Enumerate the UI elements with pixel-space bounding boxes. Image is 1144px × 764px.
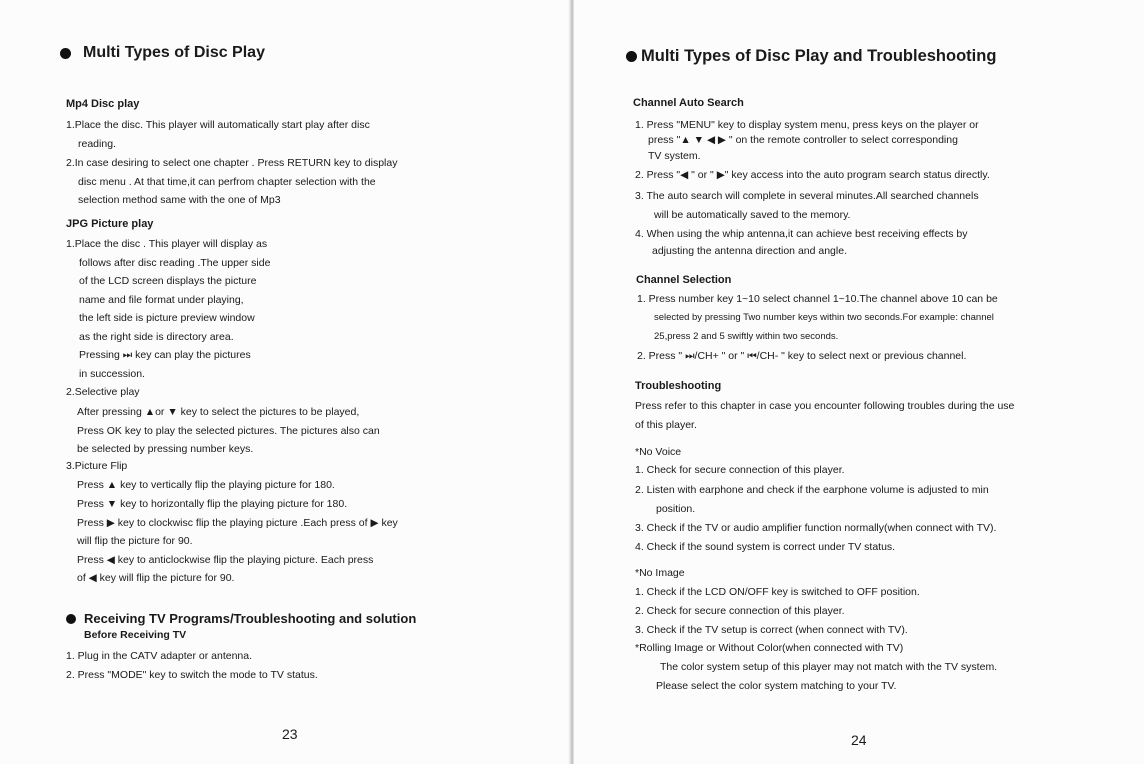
- jpg-line: Press ▶ key to clockwisc flip the playing picture .Each press of ▶ key: [77, 517, 398, 529]
- rolling-image-line: Please select the color system matching to your TV.: [656, 680, 897, 692]
- no-image-line: 2. Check for secure connection of this player.: [635, 605, 845, 617]
- no-voice-line: 4. Check if the sound system is correct under TV status.: [635, 541, 896, 553]
- jpg-line: will flip the picture for 90.: [77, 535, 193, 547]
- no-image-line: 1. Check if the LCD ON/OFF key is switched to OFF position.: [635, 586, 920, 598]
- jpg-line: of ◀ key will flip the picture for 90.: [77, 572, 235, 584]
- bullet-dot-icon: [60, 48, 71, 59]
- troubleshooting-intro: Press refer to this chapter in case you encounter following troubles during the use: [635, 400, 1015, 412]
- jpg-line: in succession.: [79, 368, 145, 380]
- auto-search-line: press "▲ ▼ ◀ ▶ " on the remote controller to select corresponding: [648, 134, 958, 146]
- mp4-heading: Mp4 Disc play: [66, 98, 140, 110]
- left-page-title: [60, 44, 265, 62]
- jpg-line: follows after disc reading .The upper side: [79, 257, 271, 269]
- receiving-title: [66, 611, 416, 626]
- auto-search-line: 1. Press "MENU" key to display system menu, press keys on the player or: [635, 119, 979, 131]
- jpg-heading: JPG Picture play: [66, 218, 154, 230]
- jpg-line: the left side is picture preview window: [79, 312, 255, 324]
- bullet-dot-icon: [626, 51, 637, 62]
- auto-search-line: adjusting the antenna direction and angle.: [652, 245, 847, 257]
- jpg-line: Press ▲ key to vertically flip the playing picture for 180.: [77, 479, 335, 491]
- mp4-line: 1.Place the disc. This player will automatically start play after disc: [66, 119, 370, 131]
- jpg-line: After pressing ▲or ▼ key to select the pictures to be played,: [77, 406, 360, 418]
- jpg-line: Press OK key to play the selected pictures. The pictures also can: [77, 425, 380, 437]
- jpg-line: Press ▼ key to horizontally flip the playing picture for 180.: [77, 498, 348, 510]
- page-number: 23: [282, 726, 298, 742]
- receiving-line: 2. Press "MODE" key to switch the mode to TV status.: [66, 669, 318, 681]
- page-number: 24: [851, 732, 867, 748]
- auto-search-line: 4. When using the whip antenna,it can achieve best receiving effects by: [635, 228, 968, 240]
- no-voice-line: position.: [656, 503, 696, 515]
- jpg-line: 2.Selective play: [66, 386, 140, 398]
- receiving-line: 1. Plug in the CATV adapter or antenna.: [66, 650, 253, 662]
- no-image-label: *No Image: [635, 567, 685, 579]
- jpg-line: be selected by pressing number keys.: [77, 443, 254, 455]
- auto-search-line: TV system.: [648, 150, 701, 162]
- selection-line: 2. Press " ⏭/CH+ " or " ⏮/CH- " key to select next or previous channel.: [637, 350, 967, 362]
- jpg-line: of the LCD screen displays the picture: [79, 275, 257, 287]
- receiving-title-text: Receiving TV Programs/Troubleshooting and solution: [84, 611, 417, 626]
- auto-search-line: 2. Press "◀ " or " ▶" key access into the auto program search status directly.: [635, 169, 990, 181]
- jpg-line: Press ◀ key to anticlockwise flip the playing picture. Each press: [77, 554, 374, 566]
- jpg-line: Pressing ⏭ key can play the pictures: [79, 349, 251, 361]
- bullet-dot-icon: [66, 614, 76, 624]
- jpg-line: as the right side is directory area.: [79, 331, 234, 343]
- channel-selection-heading: Channel Selection: [636, 274, 732, 286]
- right-title-text: Multi Types of Disc Play and Troubleshooting: [641, 47, 997, 65]
- mp4-line: selection method same with the one of Mp3: [78, 194, 281, 206]
- mp4-line: reading.: [78, 138, 116, 150]
- before-receiving-heading: Before Receiving TV: [84, 629, 187, 641]
- no-voice-label: *No Voice: [635, 446, 682, 458]
- troubleshooting-heading: Troubleshooting: [635, 380, 722, 392]
- no-voice-line: 1. Check for secure connection of this player.: [635, 464, 845, 476]
- left-page: [0, 0, 570, 764]
- rolling-image-label: *Rolling Image or Without Color(when connected with TV): [635, 642, 904, 654]
- right-page-title: [626, 47, 996, 66]
- selection-line: 1. Press number key 1~10 select channel 1~10.The channel above 10 can be: [637, 293, 998, 305]
- no-voice-line: 2. Listen with earphone and check if the earphone volume is adjusted to min: [635, 484, 989, 496]
- no-voice-line: 3. Check if the TV or audio amplifier function normally(when connect with TV).: [635, 522, 997, 534]
- selection-line: 25,press 2 and 5 swiftly within two seconds.: [654, 331, 839, 342]
- troubleshooting-intro: of this player.: [635, 419, 697, 431]
- selection-line: selected by pressing Two number keys within two seconds.For example: channel: [654, 312, 994, 323]
- left-title-text: Multi Types of Disc Play: [83, 44, 265, 61]
- mp4-line: disc menu . At that time,it can perfrom chapter selection with the: [78, 176, 376, 188]
- jpg-line: 3.Picture Flip: [66, 460, 128, 472]
- rolling-image-line: The color system setup of this player may not match with the TV system.: [660, 661, 998, 673]
- mp4-line: 2.In case desiring to select one chapter . Press RETURN key to display: [66, 157, 398, 169]
- jpg-line: 1.Place the disc . This player will display as: [66, 238, 268, 250]
- auto-search-line: 3. The auto search will complete in several minutes.All searched channels: [635, 190, 979, 202]
- auto-search-line: will be automatically saved to the memory.: [654, 209, 851, 221]
- auto-search-heading: Channel Auto Search: [633, 97, 744, 109]
- jpg-line: name and file format under playing,: [79, 294, 244, 306]
- no-image-line: 3. Check if the TV setup is correct (when connect with TV).: [635, 624, 908, 636]
- right-page: [574, 0, 1144, 764]
